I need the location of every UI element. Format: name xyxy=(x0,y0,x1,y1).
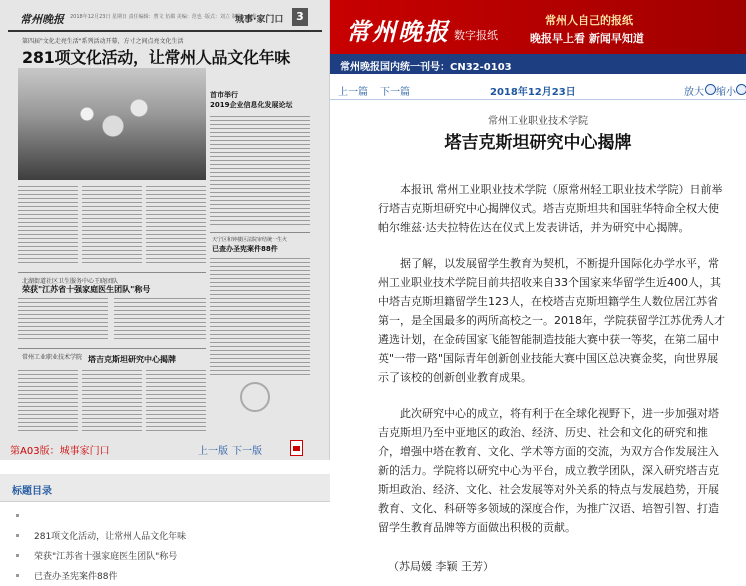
zoom-out-icon[interactable] xyxy=(736,84,746,95)
page-text-block xyxy=(18,186,78,266)
page-text-block xyxy=(114,298,206,342)
article-author: （苏局媛 李颖 王芳） xyxy=(388,560,494,573)
bullet-icon xyxy=(16,514,19,517)
page-section-label: 城事·家门口 xyxy=(235,15,284,25)
article-navbar xyxy=(330,78,746,100)
page-lead-photo xyxy=(18,68,206,180)
article-body xyxy=(378,180,726,554)
page-sub-kicker-2: 天宁区和钟楼区法院审结统一生火 xyxy=(212,237,288,243)
page-seal-graphic xyxy=(240,382,270,412)
page-rule xyxy=(18,348,206,349)
toc-item[interactable] xyxy=(0,566,330,586)
page-rule xyxy=(18,272,206,273)
page-subhead-1[interactable]: 荣获"江苏省十强家庭医生团队"称号 xyxy=(22,285,151,294)
page-text-block xyxy=(82,370,142,432)
page-rule xyxy=(210,232,310,233)
page-pager xyxy=(0,436,330,460)
brand-logo[interactable]: 常州晚报 xyxy=(346,17,450,46)
right-panel xyxy=(330,0,746,586)
cn-number-text: 常州晚报国内统一刊号：CN32-0103 xyxy=(340,62,512,73)
page-text-block xyxy=(18,370,78,432)
page-masthead-logo: 常州晚报 xyxy=(20,13,64,26)
page-sub-kicker-3: 常州工业职业技术学院 xyxy=(22,354,83,361)
issue-date: 2018年12月23日 xyxy=(490,87,576,98)
page-text-block xyxy=(82,186,142,266)
page-dateline: 2018年12月23日 星期日 责任编辑：曹文 伍媚 美编：范也 ·版式：刘立 制作：李莉 xyxy=(70,14,257,20)
page-sub-kicker-1: 北湖街道社区卫生服务中心王晓团队 xyxy=(22,278,119,285)
article-paragraph: 此次研究中心的成立，将有利于在全球化视野下，进一步加强对塔吉克斯坦乃至中亚地区的政治、经济、历史、社会和文化的研究和推介，增强中塔在教育、文化、学术等方面的交流，为双方合作发展注入新的活力。学院将以研究中心为平台，成立教学团队，深入研究塔吉克斯坦政治、经济、文化、社会发展等对外关系的特点与发展趋势，开展教育、文化、科研等多领域的深度合作，为推广汉语、培智引智、打造留学生教育品牌等方面做出积极的贡献。 xyxy=(378,407,719,534)
article-title: 塔吉克斯坦研究中心揭牌 xyxy=(444,133,632,153)
newspaper-page-image[interactable] xyxy=(0,0,330,460)
toc-item-label: 281项文化活动，让常州人品文化年味 xyxy=(34,532,187,542)
page-subhead-2[interactable]: 已查办圣宪案件88件 xyxy=(212,245,278,253)
page-subhead-3[interactable]: 塔吉克斯坦研究中心揭牌 xyxy=(88,355,176,364)
bullet-icon xyxy=(16,554,19,557)
toc-item[interactable] xyxy=(0,546,330,566)
slogan-line-2: 晚报早上看 新闻早知道 xyxy=(530,32,644,45)
left-panel xyxy=(0,0,330,586)
prev-article-link[interactable]: 上一篇 xyxy=(338,87,368,98)
page-photo-lights xyxy=(48,78,178,138)
next-page-link[interactable]: 下一版 xyxy=(232,446,262,457)
next-article-link[interactable]: 下一篇 xyxy=(380,87,410,98)
toc-item[interactable] xyxy=(0,526,330,546)
page-number-badge: 3 xyxy=(292,8,308,26)
article-kicker: 常州工业职业技术学院 xyxy=(488,116,588,127)
brand-subtitle: 数字报纸 xyxy=(454,29,498,42)
pdf-icon[interactable] xyxy=(290,440,303,456)
article-paragraph: 本报讯 常州工业职业技术学院（原常州轻工职业技术学院）日前举行塔吉克斯坦研究中心揭牌仪式。塔吉克斯坦共和国驻华特命全权大使帕尔维兹·达夫拉特佐达在仪式上发表讲话，并为研究中心揭牌。 xyxy=(378,183,723,234)
page-lead-headline[interactable]: 281项文化活动，让常州人品文化年味 xyxy=(22,48,290,67)
brand-banner xyxy=(330,0,746,54)
page-side-title[interactable]: 首市举行 2019企业信息化发展论坛 xyxy=(210,91,293,109)
page-text-block xyxy=(146,186,206,266)
zoom-in-icon[interactable] xyxy=(705,84,716,95)
toc-item-label: 荣获"江苏省十强家庭医生团队"称号 xyxy=(34,552,178,562)
page-text-block xyxy=(18,298,108,342)
page-text-block xyxy=(146,370,206,432)
cn-number-bar xyxy=(330,54,746,74)
page-lead-kicker: 第四届"文化走亮生活"系列活动开幕，方寸之间点亮文化生活 xyxy=(22,38,184,45)
bullet-icon xyxy=(16,574,19,577)
toc-item[interactable] xyxy=(0,506,330,526)
zoom-out-link[interactable]: 缩小 xyxy=(716,87,736,98)
toc-item-label: 已查办圣宪案件88件 xyxy=(34,572,118,582)
zoom-in-link[interactable]: 放大 xyxy=(684,87,704,98)
title-directory xyxy=(0,474,330,586)
article-paragraph: 据了解，以发展留学生教育为契机，不断提升国际化办学水平，常州工业职业技术学院目前共招收来自33个国家来华留学生近400人，其中塔吉克斯坦籍留学生123人，在校塔吉克斯坦籍学生人数位居江苏省第一，是全国最多的两所高校之一。2018年，学院获留学江苏优秀人才遴选计划，在金砖国家飞能智能制造技能大赛中获一等奖，在第二届中英"一带一路"国际青年创新创业技能大赛中国区总决赛金奖，向世界展示了该校的创新创业教育成果。 xyxy=(378,257,725,384)
page-text-block xyxy=(210,258,310,378)
page-label: 第A03版：城事家门口 xyxy=(10,446,110,457)
slogan-line-1: 常州人自己的报纸 xyxy=(545,14,633,27)
bullet-icon xyxy=(16,534,19,537)
toc-title: 标题目录 xyxy=(12,486,52,497)
toc-header xyxy=(0,474,330,502)
page-text-block xyxy=(210,116,310,228)
prev-page-link[interactable]: 上一版 xyxy=(198,446,228,457)
